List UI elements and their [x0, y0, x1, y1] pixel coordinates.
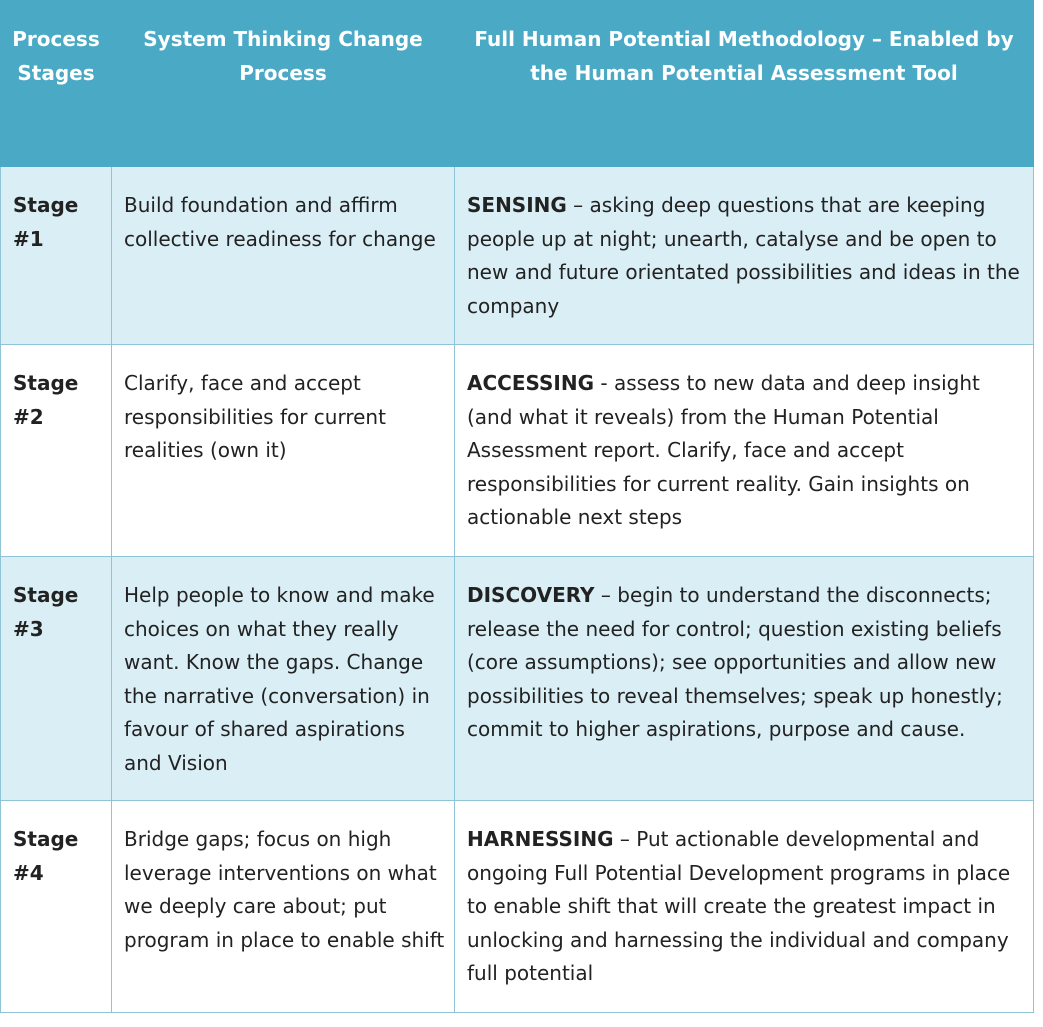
method-text: – asking deep questions that are keeping people up at night; unearth, catalyse and be open to new and future orientated possibilities and ideas in the company	[467, 193, 1020, 318]
process-cell: Build foundation and affirm collective readiness for change	[112, 167, 455, 345]
method-text: – begin to understand the disconnects; release the need for control; question existing beliefs (core assumptions); see opportunities and allow new possibilities to reveal themselves; speak up honestly; commit to higher aspirations, purpose and cause.	[467, 583, 1003, 741]
method-cell	[455, 167, 1034, 345]
stage-label: Stage #4	[1, 801, 112, 1013]
method-text: – Put actionable developmental and ongoing Full Potential Development programs in place to enable shift that will create the greatest impact in unlocking and harnessing the individual and company full potential	[467, 827, 1011, 985]
process-cell: Clarify, face and accept responsibilities for current realities (own it)	[112, 345, 455, 557]
method-text: - assess to new data and deep insight (and what it reveals) from the Human Potential Assessment report. Clarify, face and accept responsibilities for current reality. Gain insights on actionable next steps	[467, 371, 980, 529]
table-header	[1, 1, 1034, 167]
table-body	[1, 167, 1034, 1013]
header-methodology: Full Human Potential Methodology – Enabled by the Human Potential Assessment Tool	[455, 1, 1034, 167]
stage-label: Stage #3	[1, 557, 112, 801]
table-row	[1, 557, 1034, 801]
header-system-thinking: System Thinking Change Process	[112, 1, 455, 167]
stage-label: Stage #1	[1, 167, 112, 345]
method-keyword: ACCESSING	[467, 371, 595, 395]
table-row	[1, 801, 1034, 1013]
method-cell	[455, 345, 1034, 557]
method-keyword: SENSING	[467, 193, 567, 217]
process-cell: Bridge gaps; focus on high leverage interventions on what we deeply care about; put program in place to enable shift	[112, 801, 455, 1013]
table-row	[1, 167, 1034, 345]
header-row	[1, 1, 1034, 167]
method-keyword: DISCOVERY	[467, 583, 595, 607]
process-cell: Help people to know and make choices on what they really want. Know the gaps. Change the narrative (conversation) in favour of shared aspirations and Vision	[112, 557, 455, 801]
stage-label: Stage #2	[1, 345, 112, 557]
method-cell	[455, 801, 1034, 1013]
header-process-stages: Process Stages	[1, 1, 112, 167]
method-keyword: HARNESSING	[467, 827, 614, 851]
method-cell	[455, 557, 1034, 801]
table-row	[1, 345, 1034, 557]
